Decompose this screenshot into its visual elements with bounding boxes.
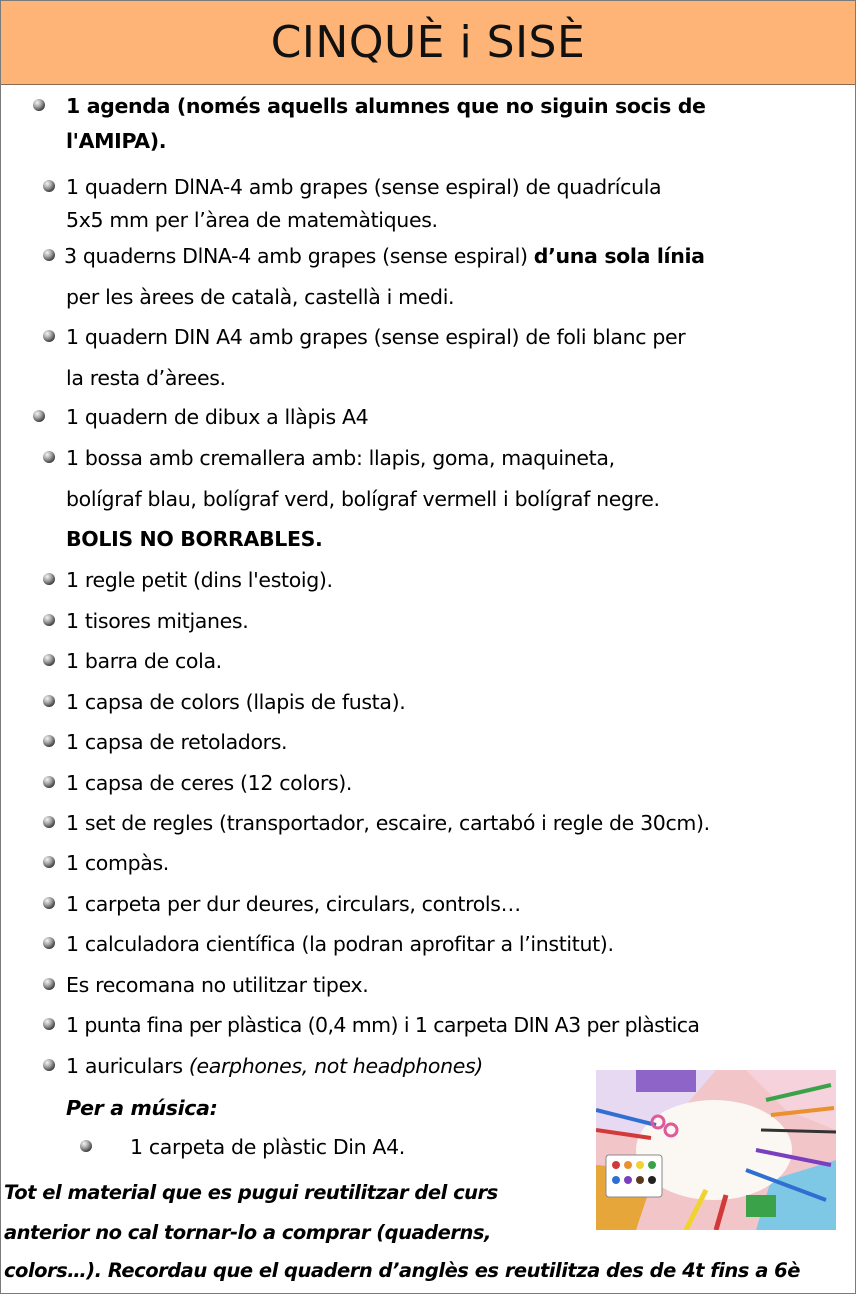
item-quaderns-linia-line1 — [64, 243, 705, 269]
musica-heading: Per a música: — [66, 1096, 218, 1120]
item-auriculars — [66, 1053, 483, 1079]
item-compas: 1 compàs. — [66, 851, 169, 875]
school-supplies-photo — [596, 1070, 836, 1230]
item-quadern-quadricula-line2: 5x5 mm per l’àrea de matemàtiques. — [66, 208, 438, 232]
item-quadern-dibuix: 1 quadern de dibux a llàpis A4 — [66, 405, 369, 429]
bullet-icon — [43, 776, 55, 788]
item-ceres: 1 capsa de ceres (12 colors). — [66, 771, 353, 795]
item-regle: 1 regle petit (dins l'estoig). — [66, 568, 333, 592]
bullet-icon — [43, 180, 55, 192]
item-quaderns-linia-text: 3 quaderns DlNA-4 amb grapes (sense espiral) — [64, 244, 534, 268]
item-bolis: BOLIS NO BORRABLES. — [66, 527, 323, 551]
item-bossa-line1: 1 bossa amb cremallera amb: llapis, goma, maquineta, — [66, 446, 615, 470]
item-auriculars-text: 1 auriculars — [66, 1054, 189, 1078]
item-agenda-line1: 1 agenda (només aquells alumnes que no siguin socis de — [66, 94, 706, 118]
page-title: CINQUÈ i SISÈ — [270, 17, 586, 68]
bullet-icon — [43, 1059, 55, 1071]
note-line3: colors…). Recordau que el quadern d’anglès es reutilitza des de 4t fins a 6è — [4, 1259, 800, 1282]
item-tisores: 1 tisores mitjanes. — [66, 609, 249, 633]
bullet-icon — [43, 978, 55, 990]
item-retoladors: 1 capsa de retoladors. — [66, 730, 288, 754]
bullet-icon — [80, 1140, 92, 1152]
item-quadern-blanc-line1: 1 quadern DIN A4 amb grapes (sense espiral) de foli blanc per — [66, 325, 686, 349]
item-tipex: Es recomana no utilitzar tipex. — [66, 973, 369, 997]
bullet-icon — [43, 249, 55, 261]
item-quadern-quadricula-line1: 1 quadern DlNA-4 amb grapes (sense espiral) de quadrícula — [66, 175, 662, 199]
bullet-icon — [43, 654, 55, 666]
item-carpeta: 1 carpeta per dur deures, circulars, controls… — [66, 892, 521, 916]
bullet-icon — [33, 410, 45, 422]
item-plastica: 1 punta fina per plàstica (0,4 mm) i 1 carpeta DIN A3 per plàstica — [66, 1013, 700, 1037]
note-line1: Tot el material que es pugui reutilitzar del curs — [4, 1181, 498, 1204]
bullet-icon — [43, 1018, 55, 1030]
item-set-regles: 1 set de regles (transportador, escaire, cartabó i regle de 30cm). — [66, 811, 710, 835]
item-colors: 1 capsa de colors (llapis de fusta). — [66, 690, 406, 714]
bullet-icon — [33, 99, 45, 111]
header-banner — [1, 1, 855, 85]
item-quaderns-linia-line2: per les àrees de català, castellà i medi. — [66, 285, 455, 309]
item-auriculars-italic: (earphones, not headphones) — [188, 1054, 483, 1078]
bullet-icon — [43, 897, 55, 909]
item-bossa-line2: bolígraf blau, bolígraf verd, bolígraf vermell i bolígraf negre. — [66, 487, 660, 511]
bullet-icon — [43, 451, 55, 463]
note-line2: anterior no cal tornar-lo a comprar (quaderns, — [4, 1221, 491, 1244]
item-quaderns-linia-bold: d’una sola línia — [533, 244, 705, 268]
bullet-icon — [43, 937, 55, 949]
bullet-icon — [43, 695, 55, 707]
bullet-icon — [43, 856, 55, 868]
item-musica-carpeta: 1 carpeta de plàstic Din A4. — [130, 1135, 405, 1159]
item-agenda-line2: l'AMIPA). — [66, 129, 167, 153]
item-cola: 1 barra de cola. — [66, 649, 222, 673]
bullet-icon — [43, 614, 55, 626]
bullet-icon — [43, 735, 55, 747]
bullet-icon — [43, 330, 55, 342]
bullet-icon — [43, 816, 55, 828]
item-calculadora: 1 calculadora científica (la podran aprofitar a l’institut). — [66, 932, 614, 956]
item-quadern-blanc-line2: la resta d’àrees. — [66, 366, 226, 390]
bullet-icon — [43, 573, 55, 585]
